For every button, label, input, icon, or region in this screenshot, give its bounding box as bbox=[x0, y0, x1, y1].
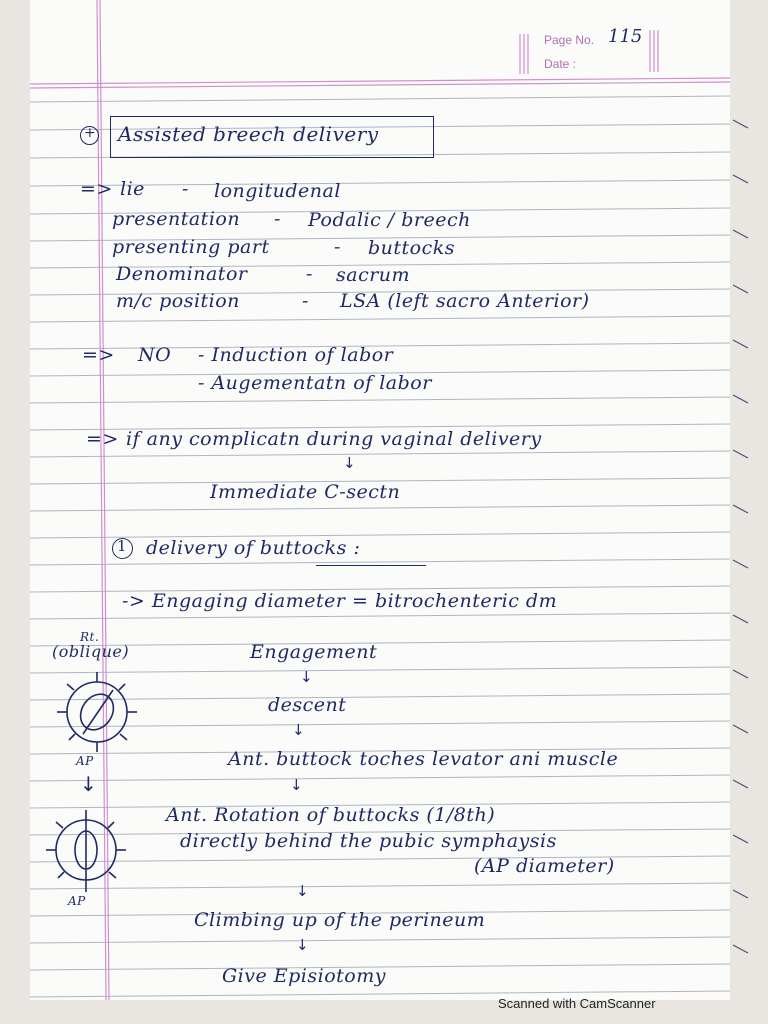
step-episiotomy: Give Episiotomy bbox=[222, 965, 386, 987]
fact-value-presenting-part: buttocks bbox=[368, 237, 456, 259]
fact-value-presentation: Podalic / breech bbox=[308, 209, 471, 231]
fact-value-position: LSA (left sacro Anterior) bbox=[340, 290, 590, 312]
step-arrow-icon: ↓ bbox=[296, 936, 309, 954]
scanner-watermark: Scanned with CamScanner bbox=[498, 996, 656, 1011]
no-label: NO bbox=[138, 344, 172, 366]
no-arrow: => bbox=[82, 344, 115, 366]
fact-dash: - bbox=[182, 178, 189, 200]
fact-label-position: m/c position bbox=[116, 290, 240, 312]
step-symphysis: directly behind the pubic symphaysis bbox=[180, 830, 557, 852]
fact-label-lie: lie bbox=[120, 178, 145, 200]
page-title: Assisted breech delivery bbox=[118, 122, 379, 146]
fact-label-presentation: presentation bbox=[112, 208, 241, 230]
step-engagement: Engagement bbox=[250, 641, 378, 663]
oblique-pelvis-diagram bbox=[55, 668, 140, 753]
ap-label-bottom: AP bbox=[68, 894, 86, 908]
step-ap-diameter: (AP diameter) bbox=[474, 855, 615, 877]
fact-label-presenting-part: presenting part bbox=[112, 236, 270, 258]
complication-result: Immediate C-sectn bbox=[210, 481, 401, 503]
step-rotation: Ant. Rotation of buttocks (1/8th) bbox=[166, 804, 496, 826]
fact-dash: - bbox=[306, 263, 313, 285]
complication-text: if any complicatn during vaginal delivery bbox=[126, 428, 542, 450]
step-arrow-icon: ↓ bbox=[296, 882, 309, 900]
fact-value-denominator: sacrum bbox=[336, 264, 411, 286]
step-climbing: Climbing up of the perineum bbox=[194, 909, 486, 931]
section-number: 1 bbox=[117, 537, 128, 555]
fact-arrow: => bbox=[80, 178, 113, 200]
complication-arrow: => bbox=[86, 428, 119, 450]
down-arrow-icon: ↓ bbox=[343, 454, 356, 472]
section-title-underline bbox=[316, 565, 426, 566]
page-number-label: Page No. bbox=[544, 33, 595, 47]
fact-dash: - bbox=[334, 236, 341, 258]
date-label: Date : bbox=[544, 57, 577, 71]
ap-label-top: AP bbox=[76, 754, 94, 768]
fact-label-denominator: Denominator bbox=[116, 263, 248, 285]
page-number: 115 bbox=[608, 26, 643, 47]
ap-pelvis-diagram bbox=[44, 806, 129, 896]
fact-value-lie: longitudenal bbox=[214, 180, 341, 202]
step-descent: descent bbox=[268, 694, 347, 716]
no-item-induction: - Induction of labor bbox=[198, 344, 394, 366]
fact-dash: - bbox=[274, 208, 281, 230]
step-levator-ani: Ant. buttock toches levator ani muscle bbox=[228, 748, 619, 770]
section-title: delivery of buttocks : bbox=[146, 537, 361, 559]
step-arrow-icon: ↓ bbox=[300, 668, 313, 686]
oblique-label: (oblique) bbox=[52, 642, 130, 661]
title-marker: + bbox=[84, 125, 97, 141]
rt-label: Rt. bbox=[80, 630, 100, 644]
fact-dash: - bbox=[302, 290, 309, 312]
step-arrow-icon: ↓ bbox=[292, 721, 305, 739]
engaging-diameter: -> Engaging diameter = bitrochenteric dm bbox=[122, 590, 558, 612]
diagram-down-arrow-icon: ↓ bbox=[80, 772, 97, 796]
no-item-augmentation: - Augementatn of labor bbox=[198, 372, 432, 394]
step-arrow-icon: ↓ bbox=[290, 776, 303, 794]
